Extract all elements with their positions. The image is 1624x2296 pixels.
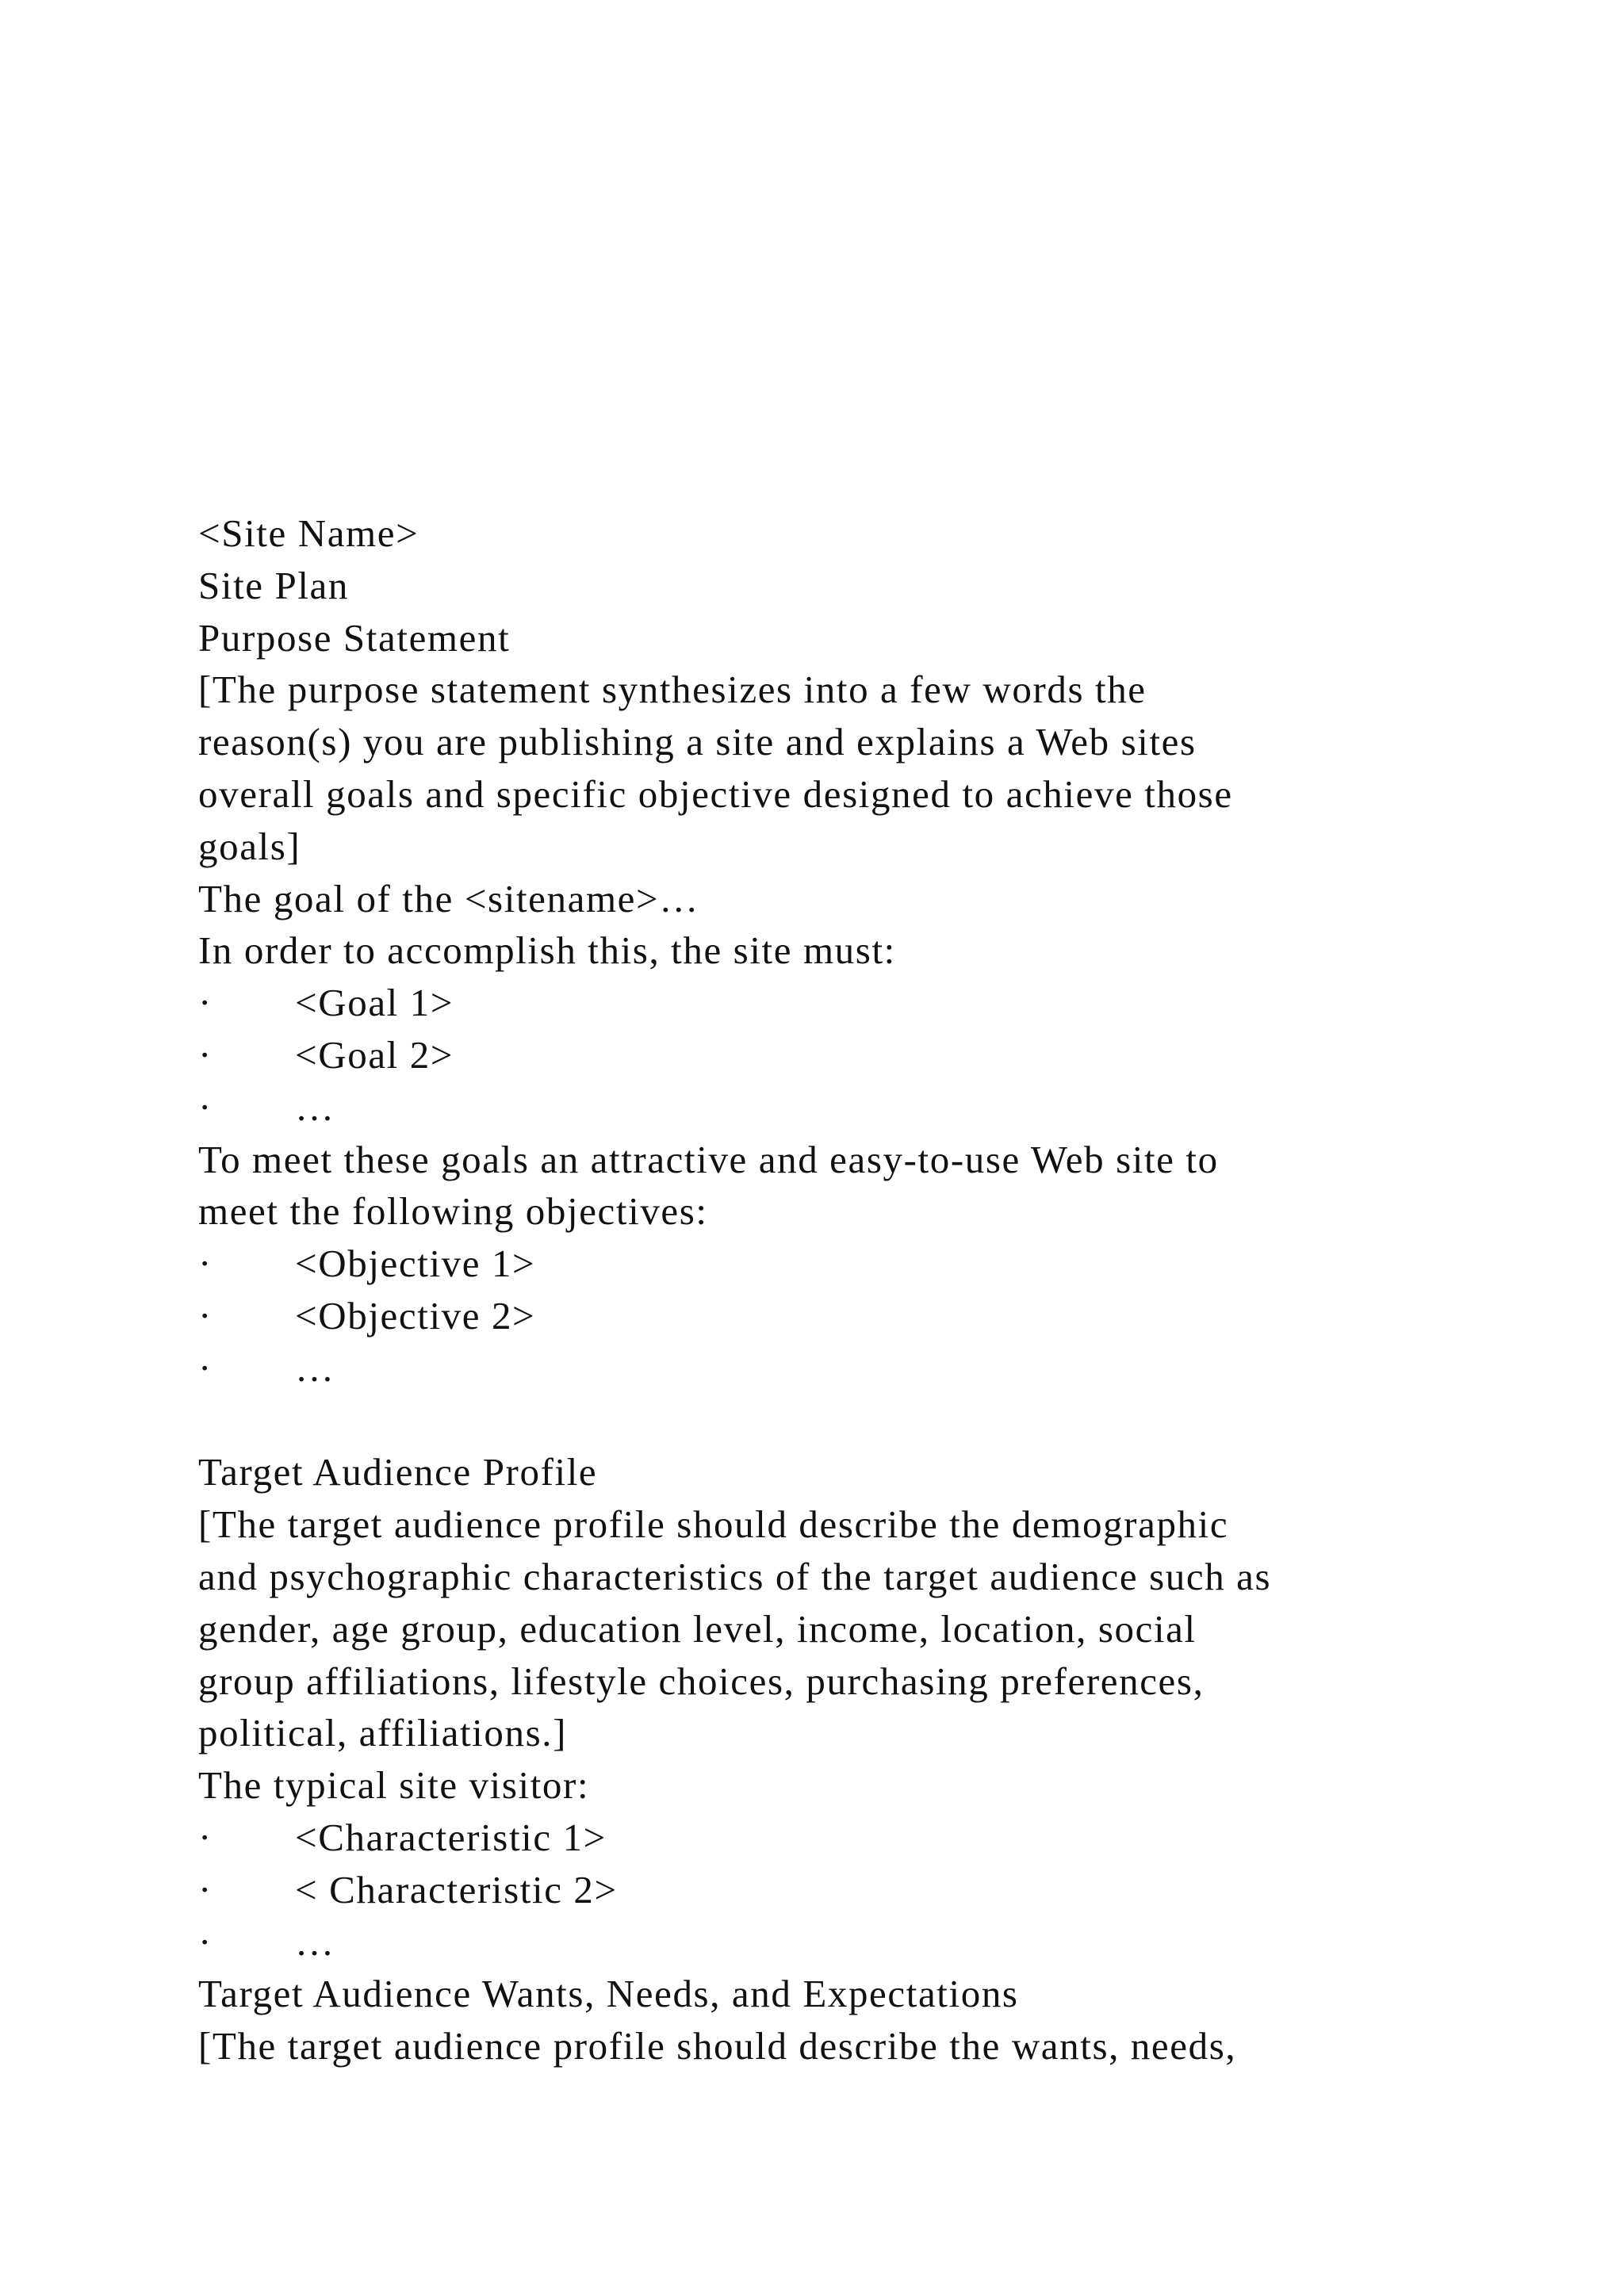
- bullet-glyph: ·: [198, 1867, 213, 1911]
- visitor-intro: The typical site visitor:: [198, 1763, 590, 1808]
- blank-line: [198, 1395, 1546, 1447]
- audience-instruction-line: [The target audience profile should describe the demographic: [198, 1502, 1229, 1547]
- objectives-intro-line: meet the following objectives:: [198, 1189, 708, 1234]
- characteristic-text: < Characteristic 2>: [295, 1867, 618, 1911]
- purpose-instruction-line: overall goals and specific objective designed to achieve those: [198, 771, 1233, 816]
- objective-list-item: [198, 1342, 1546, 1395]
- bullet-glyph: ·: [198, 1345, 213, 1390]
- characteristic-text: <Characteristic 1>: [295, 1815, 607, 1859]
- objective-text: …: [295, 1345, 335, 1390]
- accomplish-intro: In order to accomplish this, the site must:: [198, 928, 896, 973]
- objective-text: <Objective 1>: [295, 1242, 536, 1286]
- bullet-glyph: ·: [198, 981, 213, 1025]
- goal-list-item: [198, 1081, 1546, 1134]
- audience-instruction-line: gender, age group, education level, income, location, social: [198, 1606, 1197, 1651]
- audience-profile-heading: Target Audience Profile: [198, 1450, 598, 1494]
- bullet-glyph: ·: [198, 1242, 213, 1286]
- bullet-glyph: ·: [198, 1815, 213, 1859]
- goal-text: …: [295, 1085, 335, 1129]
- characteristic-list-item: [198, 1812, 1546, 1864]
- audience-instruction-line: political, affiliations.]: [198, 1711, 568, 1755]
- objective-list-item: [198, 1290, 1546, 1342]
- purpose-instruction-line: reason(s) you are publishing a site and explains a Web sites: [198, 720, 1197, 764]
- purpose-heading: Purpose Statement: [198, 615, 511, 660]
- bullet-glyph: ·: [198, 1293, 213, 1337]
- goal-list-item: [198, 1029, 1546, 1081]
- characteristic-list-item: [198, 1916, 1546, 1969]
- document-subtitle: Site Plan: [198, 563, 349, 607]
- goal-text: <Goal 2>: [295, 1032, 454, 1077]
- document-body: [198, 507, 1546, 2072]
- bullet-glyph: ·: [198, 1032, 213, 1077]
- audience-instruction-line: group affiliations, lifestyle choices, purchasing preferences,: [198, 1659, 1205, 1703]
- bullet-glyph: ·: [198, 1085, 213, 1129]
- objective-text: <Objective 2>: [295, 1293, 536, 1337]
- purpose-instruction-line: [The purpose statement synthesizes into a few words the: [198, 668, 1147, 712]
- characteristic-list-item: [198, 1864, 1546, 1916]
- site-name-placeholder: <Site Name>: [198, 511, 419, 555]
- bullet-glyph: ·: [198, 1919, 213, 1964]
- objectives-intro-line: To meet these goals an attractive and easy-to-use Web site to: [198, 1137, 1219, 1181]
- audience-wants-heading: Target Audience Wants, Needs, and Expectations: [198, 1972, 1019, 2016]
- goal-intro: The goal of the <sitename>…: [198, 876, 699, 920]
- characteristic-text: …: [295, 1919, 335, 1964]
- goal-text: <Goal 1>: [295, 981, 454, 1025]
- purpose-instruction-line: goals]: [198, 824, 301, 868]
- goal-list-item: [198, 977, 1546, 1029]
- audience-wants-instruction-line: [The target audience profile should describe the wants, needs,: [198, 2024, 1237, 2068]
- objective-list-item: [198, 1238, 1546, 1290]
- audience-instruction-line: and psychographic characteristics of the target audience such as: [198, 1554, 1272, 1598]
